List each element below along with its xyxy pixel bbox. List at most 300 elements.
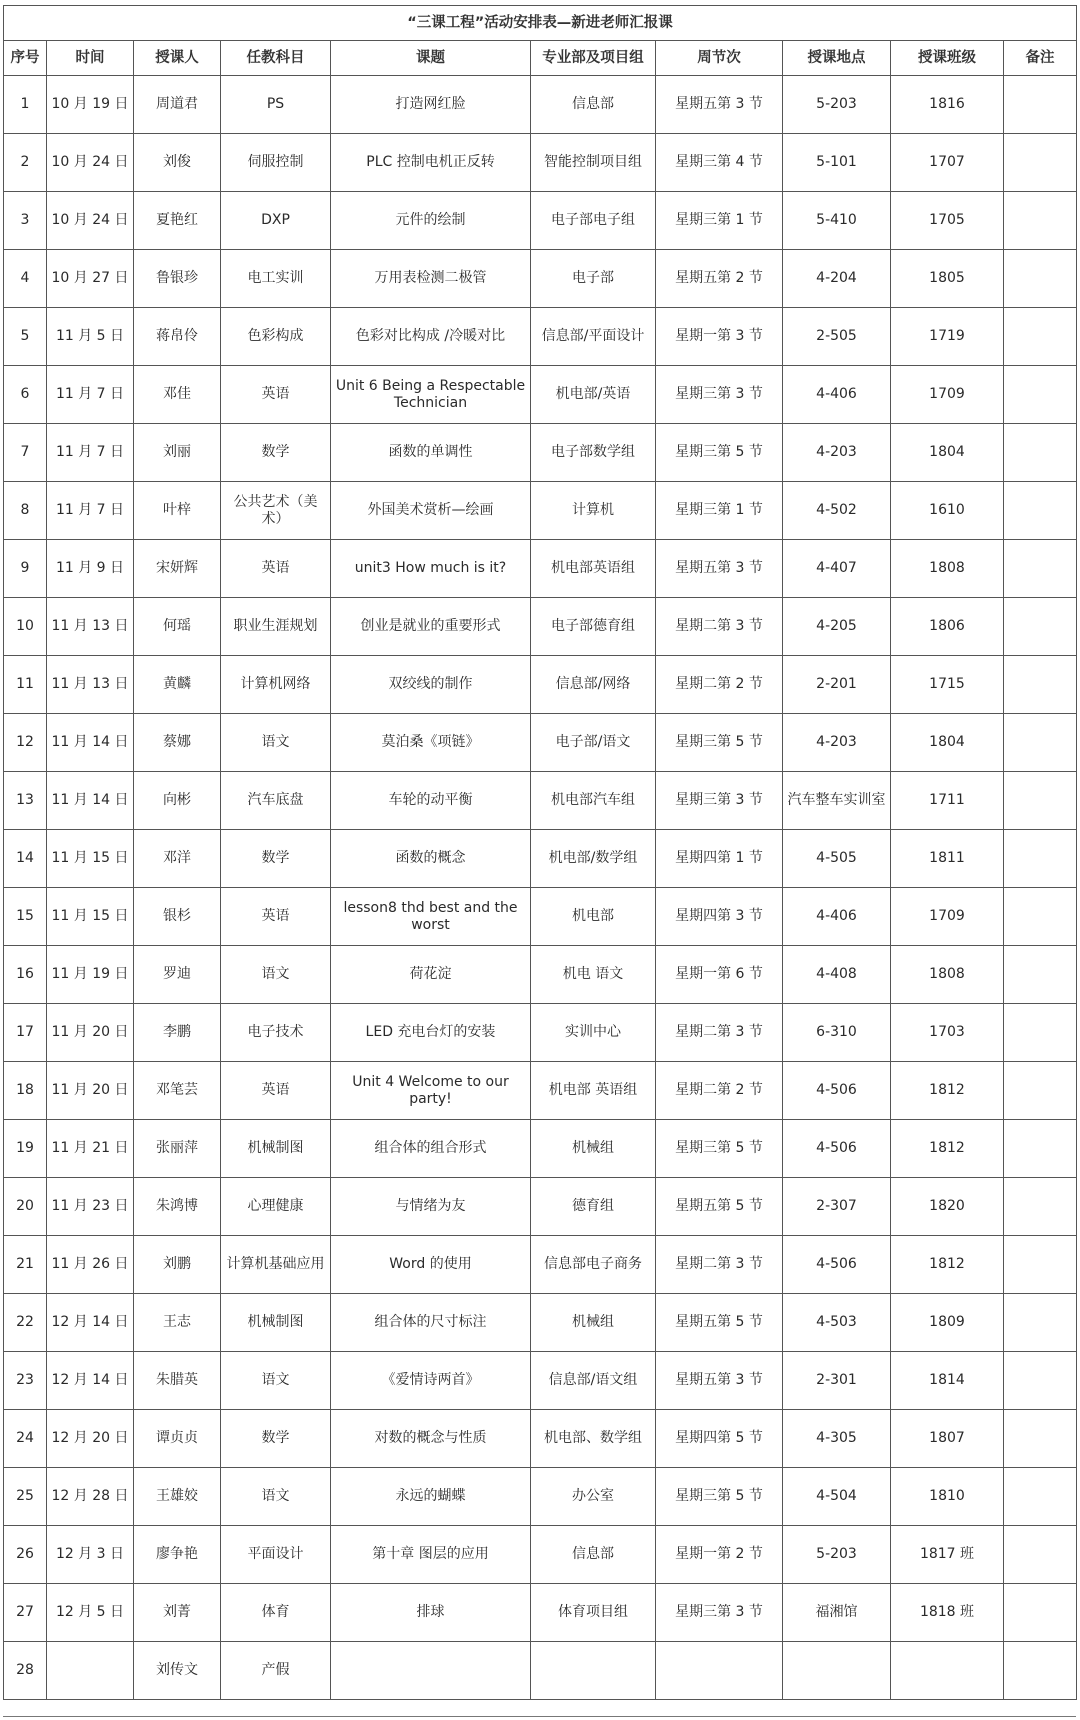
cell-teacher: 向彬 <box>134 772 221 830</box>
cell-topic: Unit 4 Welcome to our party! <box>331 1062 531 1120</box>
cell-date: 11 月 9 日 <box>47 540 134 598</box>
cell-period: 星期三第 3 节 <box>656 366 783 424</box>
table-row <box>4 946 1077 1004</box>
cell-class: 1804 <box>891 424 1004 482</box>
cell-dept: 电子部 <box>531 250 656 308</box>
cell-subject: 计算机网络 <box>221 656 331 714</box>
cell-period: 星期三第 5 节 <box>656 1468 783 1526</box>
cell-topic: Word 的使用 <box>331 1236 531 1294</box>
cell-dept: 计算机 <box>531 482 656 540</box>
cell-dept: 机电部 <box>531 888 656 946</box>
cell-date: 12 月 20 日 <box>47 1410 134 1468</box>
table-row <box>4 1294 1077 1352</box>
cell-room: 4-506 <box>783 1120 891 1178</box>
cell-teacher: 叶梓 <box>134 482 221 540</box>
cell-dept: 机械组 <box>531 1120 656 1178</box>
cell-topic: 莫泊桑《项链》 <box>331 714 531 772</box>
cell-teacher: 张丽萍 <box>134 1120 221 1178</box>
cell-class: 1707 <box>891 134 1004 192</box>
cell-date: 11 月 23 日 <box>47 1178 134 1236</box>
cell-room: 4-407 <box>783 540 891 598</box>
column-header-class: 授课班级 <box>891 41 1004 76</box>
cell-topic: LED 充电台灯的安装 <box>331 1004 531 1062</box>
cell-teacher: 谭贞贞 <box>134 1410 221 1468</box>
cell-class: 1818 班 <box>891 1584 1004 1642</box>
table-body <box>4 76 1077 1700</box>
cell-note <box>1004 1526 1077 1584</box>
cell-subject: 英语 <box>221 540 331 598</box>
cell-class: 1610 <box>891 482 1004 540</box>
cell-dept: 机电部、数学组 <box>531 1410 656 1468</box>
cell-dept: 电子部电子组 <box>531 192 656 250</box>
cell-teacher: 蔡娜 <box>134 714 221 772</box>
cell-note <box>1004 772 1077 830</box>
table-row <box>4 830 1077 888</box>
cell-dept: 德育组 <box>531 1178 656 1236</box>
cell-room: 汽车整车实训室 <box>783 772 891 830</box>
cell-subject: 语文 <box>221 946 331 1004</box>
cell-teacher: 刘鹏 <box>134 1236 221 1294</box>
cell-teacher: 刘俊 <box>134 134 221 192</box>
cell-teacher: 朱腊英 <box>134 1352 221 1410</box>
cell-no: 4 <box>4 250 47 308</box>
cell-no: 16 <box>4 946 47 1004</box>
cell-no: 1 <box>4 76 47 134</box>
table-row <box>4 1642 1077 1700</box>
cell-date: 11 月 13 日 <box>47 656 134 714</box>
cell-date: 11 月 26 日 <box>47 1236 134 1294</box>
cell-room: 5-203 <box>783 1526 891 1584</box>
cell-subject: 电子技术 <box>221 1004 331 1062</box>
column-header-no: 序号 <box>4 41 47 76</box>
cell-room: 5-203 <box>783 76 891 134</box>
cell-period: 星期五第 2 节 <box>656 250 783 308</box>
cell-note <box>1004 424 1077 482</box>
cell-subject: 汽车底盘 <box>221 772 331 830</box>
cell-topic: 色彩对比构成 /冷暖对比 <box>331 308 531 366</box>
cell-room: 4-504 <box>783 1468 891 1526</box>
cell-no: 3 <box>4 192 47 250</box>
cell-teacher: 银杉 <box>134 888 221 946</box>
cell-date <box>47 1642 134 1700</box>
cell-subject: 电工实训 <box>221 250 331 308</box>
cell-topic: 创业是就业的重要形式 <box>331 598 531 656</box>
cell-note <box>1004 830 1077 888</box>
cell-note <box>1004 1294 1077 1352</box>
cell-no: 27 <box>4 1584 47 1642</box>
cell-no: 11 <box>4 656 47 714</box>
cell-period: 星期二第 3 节 <box>656 1236 783 1294</box>
cell-class: 1810 <box>891 1468 1004 1526</box>
cell-room: 4-406 <box>783 366 891 424</box>
cell-class: 1812 <box>891 1120 1004 1178</box>
cell-teacher: 宋妍辉 <box>134 540 221 598</box>
cell-period: 星期五第 3 节 <box>656 1352 783 1410</box>
cell-subject: 计算机基础应用 <box>221 1236 331 1294</box>
cell-room: 福湘馆 <box>783 1584 891 1642</box>
column-header-subject: 任教科目 <box>221 41 331 76</box>
cell-topic: 组合体的尺寸标注 <box>331 1294 531 1352</box>
cell-note <box>1004 250 1077 308</box>
cell-topic: 万用表检测二极管 <box>331 250 531 308</box>
cell-date: 10 月 24 日 <box>47 192 134 250</box>
cell-dept: 信息部电子商务 <box>531 1236 656 1294</box>
cell-note <box>1004 308 1077 366</box>
cell-date: 11 月 13 日 <box>47 598 134 656</box>
cell-room: 4-506 <box>783 1062 891 1120</box>
cell-topic: 打造网红脸 <box>331 76 531 134</box>
cell-topic: 排球 <box>331 1584 531 1642</box>
cell-room: 4-205 <box>783 598 891 656</box>
cell-teacher: 黄麟 <box>134 656 221 714</box>
table-row <box>4 1352 1077 1410</box>
cell-topic: 《爱情诗两首》 <box>331 1352 531 1410</box>
cell-class: 1705 <box>891 192 1004 250</box>
cell-note <box>1004 1584 1077 1642</box>
cell-class: 1709 <box>891 888 1004 946</box>
cell-date: 11 月 20 日 <box>47 1004 134 1062</box>
cell-period: 星期二第 3 节 <box>656 1004 783 1062</box>
cell-period: 星期四第 3 节 <box>656 888 783 946</box>
table-row <box>4 250 1077 308</box>
page-bottom-rule <box>3 1716 1076 1717</box>
cell-subject: DXP <box>221 192 331 250</box>
cell-topic: Unit 6 Being a Respectable Technician <box>331 366 531 424</box>
cell-note <box>1004 1178 1077 1236</box>
cell-class: 1817 班 <box>891 1526 1004 1584</box>
cell-subject: 色彩构成 <box>221 308 331 366</box>
cell-class: 1812 <box>891 1236 1004 1294</box>
cell-topic: 函数的单调性 <box>331 424 531 482</box>
cell-subject: 平面设计 <box>221 1526 331 1584</box>
cell-note <box>1004 76 1077 134</box>
cell-class: 1711 <box>891 772 1004 830</box>
cell-dept: 电子部/语文 <box>531 714 656 772</box>
cell-period: 星期四第 5 节 <box>656 1410 783 1468</box>
cell-teacher: 邓洋 <box>134 830 221 888</box>
cell-no: 2 <box>4 134 47 192</box>
cell-room: 4-505 <box>783 830 891 888</box>
cell-room: 4-203 <box>783 424 891 482</box>
cell-room: 4-204 <box>783 250 891 308</box>
cell-note <box>1004 598 1077 656</box>
cell-topic <box>331 1642 531 1700</box>
cell-note <box>1004 366 1077 424</box>
cell-room: 4-305 <box>783 1410 891 1468</box>
cell-subject: 机械制图 <box>221 1120 331 1178</box>
table-row <box>4 1178 1077 1236</box>
cell-note <box>1004 1468 1077 1526</box>
cell-note <box>1004 1410 1077 1468</box>
cell-subject: 英语 <box>221 1062 331 1120</box>
cell-dept: 机电部/数学组 <box>531 830 656 888</box>
cell-date: 11 月 14 日 <box>47 714 134 772</box>
table-row <box>4 1062 1077 1120</box>
cell-no: 23 <box>4 1352 47 1410</box>
cell-period: 星期三第 4 节 <box>656 134 783 192</box>
table-row <box>4 714 1077 772</box>
cell-teacher: 夏艳红 <box>134 192 221 250</box>
cell-room <box>783 1642 891 1700</box>
cell-period: 星期三第 5 节 <box>656 714 783 772</box>
cell-teacher: 罗迪 <box>134 946 221 1004</box>
cell-dept: 机电部英语组 <box>531 540 656 598</box>
cell-period: 星期三第 1 节 <box>656 192 783 250</box>
cell-note <box>1004 192 1077 250</box>
cell-no: 20 <box>4 1178 47 1236</box>
cell-topic: 车轮的动平衡 <box>331 772 531 830</box>
cell-topic: 第十章 图层的应用 <box>331 1526 531 1584</box>
cell-no: 25 <box>4 1468 47 1526</box>
cell-dept <box>531 1642 656 1700</box>
cell-dept: 体育项目组 <box>531 1584 656 1642</box>
cell-note <box>1004 540 1077 598</box>
cell-topic: 与情绪为友 <box>331 1178 531 1236</box>
cell-no: 26 <box>4 1526 47 1584</box>
cell-date: 11 月 15 日 <box>47 830 134 888</box>
table-row <box>4 888 1077 946</box>
cell-note <box>1004 656 1077 714</box>
cell-class: 1809 <box>891 1294 1004 1352</box>
table-header-row <box>4 41 1077 76</box>
cell-subject: 数学 <box>221 830 331 888</box>
column-header-dept: 专业部及项目组 <box>531 41 656 76</box>
cell-note <box>1004 1120 1077 1178</box>
cell-period: 星期三第 1 节 <box>656 482 783 540</box>
cell-period: 星期三第 5 节 <box>656 424 783 482</box>
cell-date: 11 月 7 日 <box>47 366 134 424</box>
cell-date: 12 月 3 日 <box>47 1526 134 1584</box>
table-title: “三课工程”活动安排表—新进老师汇报课 <box>4 6 1077 41</box>
cell-date: 12 月 28 日 <box>47 1468 134 1526</box>
cell-dept: 信息部/语文组 <box>531 1352 656 1410</box>
cell-period: 星期一第 3 节 <box>656 308 783 366</box>
cell-room: 4-203 <box>783 714 891 772</box>
cell-no: 10 <box>4 598 47 656</box>
cell-dept: 电子部数学组 <box>531 424 656 482</box>
cell-teacher: 邓佳 <box>134 366 221 424</box>
cell-class: 1807 <box>891 1410 1004 1468</box>
cell-no: 28 <box>4 1642 47 1700</box>
table-row <box>4 1584 1077 1642</box>
cell-dept: 机械组 <box>531 1294 656 1352</box>
cell-date: 11 月 7 日 <box>47 424 134 482</box>
column-header-teacher: 授课人 <box>134 41 221 76</box>
cell-note <box>1004 946 1077 1004</box>
cell-no: 18 <box>4 1062 47 1120</box>
cell-subject: 语文 <box>221 1352 331 1410</box>
cell-dept: 机电 语文 <box>531 946 656 1004</box>
cell-date: 11 月 20 日 <box>47 1062 134 1120</box>
cell-subject: PS <box>221 76 331 134</box>
cell-note <box>1004 888 1077 946</box>
cell-no: 14 <box>4 830 47 888</box>
cell-subject: 语文 <box>221 1468 331 1526</box>
cell-subject: 机械制图 <box>221 1294 331 1352</box>
table-row <box>4 424 1077 482</box>
cell-no: 6 <box>4 366 47 424</box>
cell-topic: 永远的蝴蝶 <box>331 1468 531 1526</box>
cell-subject: 语文 <box>221 714 331 772</box>
cell-teacher: 王雄姣 <box>134 1468 221 1526</box>
cell-class: 1811 <box>891 830 1004 888</box>
cell-topic: 函数的概念 <box>331 830 531 888</box>
table-row <box>4 366 1077 424</box>
cell-date: 10 月 19 日 <box>47 76 134 134</box>
cell-period: 星期三第 3 节 <box>656 772 783 830</box>
cell-teacher: 朱鸿博 <box>134 1178 221 1236</box>
cell-subject: 英语 <box>221 888 331 946</box>
column-header-note: 备注 <box>1004 41 1077 76</box>
cell-teacher: 何瑶 <box>134 598 221 656</box>
cell-dept: 机电部 英语组 <box>531 1062 656 1120</box>
cell-period: 星期四第 1 节 <box>656 830 783 888</box>
cell-period: 星期一第 6 节 <box>656 946 783 1004</box>
cell-note <box>1004 1236 1077 1294</box>
cell-topic: 荷花淀 <box>331 946 531 1004</box>
cell-class: 1719 <box>891 308 1004 366</box>
cell-dept: 机电部/英语 <box>531 366 656 424</box>
cell-date: 12 月 14 日 <box>47 1352 134 1410</box>
cell-subject: 职业生涯规划 <box>221 598 331 656</box>
cell-dept: 智能控制项目组 <box>531 134 656 192</box>
cell-room: 2-201 <box>783 656 891 714</box>
cell-topic: lesson8 thd best and the worst <box>331 888 531 946</box>
cell-class: 1816 <box>891 76 1004 134</box>
cell-date: 11 月 7 日 <box>47 482 134 540</box>
cell-note <box>1004 134 1077 192</box>
cell-subject: 数学 <box>221 424 331 482</box>
cell-room: 4-503 <box>783 1294 891 1352</box>
cell-teacher: 刘传文 <box>134 1642 221 1700</box>
cell-class: 1808 <box>891 540 1004 598</box>
cell-dept: 机电部汽车组 <box>531 772 656 830</box>
cell-date: 12 月 14 日 <box>47 1294 134 1352</box>
cell-teacher: 邓笔芸 <box>134 1062 221 1120</box>
cell-teacher: 蒋帛伶 <box>134 308 221 366</box>
cell-class: 1709 <box>891 366 1004 424</box>
cell-no: 19 <box>4 1120 47 1178</box>
cell-room: 2-505 <box>783 308 891 366</box>
cell-topic: 组合体的组合形式 <box>331 1120 531 1178</box>
cell-class: 1805 <box>891 250 1004 308</box>
table-row <box>4 76 1077 134</box>
cell-note <box>1004 1642 1077 1700</box>
cell-period: 星期二第 2 节 <box>656 1062 783 1120</box>
cell-subject: 数学 <box>221 1410 331 1468</box>
cell-topic: 外国美术赏析—绘画 <box>331 482 531 540</box>
cell-subject: 公共艺术（美术） <box>221 482 331 540</box>
table-row <box>4 482 1077 540</box>
cell-class: 1820 <box>891 1178 1004 1236</box>
cell-subject: 英语 <box>221 366 331 424</box>
table-row <box>4 1120 1077 1178</box>
column-header-topic: 课题 <box>331 41 531 76</box>
cell-dept: 实训中心 <box>531 1004 656 1062</box>
cell-no: 21 <box>4 1236 47 1294</box>
table-row <box>4 192 1077 250</box>
cell-class: 1703 <box>891 1004 1004 1062</box>
cell-class <box>891 1642 1004 1700</box>
cell-room: 6-310 <box>783 1004 891 1062</box>
cell-period: 星期五第 5 节 <box>656 1178 783 1236</box>
cell-no: 13 <box>4 772 47 830</box>
cell-room: 4-506 <box>783 1236 891 1294</box>
cell-topic: 元件的绘制 <box>331 192 531 250</box>
cell-class: 1804 <box>891 714 1004 772</box>
table-row <box>4 1410 1077 1468</box>
cell-period: 星期三第 3 节 <box>656 1584 783 1642</box>
cell-teacher: 周道君 <box>134 76 221 134</box>
cell-room: 2-301 <box>783 1352 891 1410</box>
cell-period: 星期五第 3 节 <box>656 540 783 598</box>
cell-dept: 办公室 <box>531 1468 656 1526</box>
cell-no: 9 <box>4 540 47 598</box>
cell-room: 5-410 <box>783 192 891 250</box>
cell-subject: 心理健康 <box>221 1178 331 1236</box>
cell-date: 11 月 5 日 <box>47 308 134 366</box>
cell-no: 7 <box>4 424 47 482</box>
cell-teacher: 李鹏 <box>134 1004 221 1062</box>
cell-class: 1806 <box>891 598 1004 656</box>
table-row <box>4 308 1077 366</box>
cell-teacher: 鲁银珍 <box>134 250 221 308</box>
cell-date: 11 月 15 日 <box>47 888 134 946</box>
cell-dept: 信息部 <box>531 1526 656 1584</box>
cell-note <box>1004 1352 1077 1410</box>
cell-period: 星期三第 5 节 <box>656 1120 783 1178</box>
table-row <box>4 134 1077 192</box>
cell-room: 5-101 <box>783 134 891 192</box>
cell-topic: 对数的概念与性质 <box>331 1410 531 1468</box>
cell-date: 10 月 27 日 <box>47 250 134 308</box>
cell-period: 星期五第 3 节 <box>656 76 783 134</box>
cell-period <box>656 1642 783 1700</box>
cell-period: 星期一第 2 节 <box>656 1526 783 1584</box>
cell-note <box>1004 1004 1077 1062</box>
cell-room: 4-408 <box>783 946 891 1004</box>
cell-note <box>1004 1062 1077 1120</box>
cell-subject: 体育 <box>221 1584 331 1642</box>
cell-subject: 伺服控制 <box>221 134 331 192</box>
cell-date: 11 月 19 日 <box>47 946 134 1004</box>
schedule-table <box>3 5 1077 1700</box>
table-row <box>4 598 1077 656</box>
cell-teacher: 刘丽 <box>134 424 221 482</box>
cell-topic: unit3 How much is it? <box>331 540 531 598</box>
cell-no: 22 <box>4 1294 47 1352</box>
cell-dept: 信息部 <box>531 76 656 134</box>
column-header-date: 时间 <box>47 41 134 76</box>
table-row <box>4 772 1077 830</box>
cell-class: 1814 <box>891 1352 1004 1410</box>
cell-date: 11 月 14 日 <box>47 772 134 830</box>
cell-date: 12 月 5 日 <box>47 1584 134 1642</box>
column-header-period: 周节次 <box>656 41 783 76</box>
cell-subject: 产假 <box>221 1642 331 1700</box>
cell-room: 4-502 <box>783 482 891 540</box>
table-row <box>4 1004 1077 1062</box>
cell-room: 4-406 <box>783 888 891 946</box>
cell-period: 星期二第 2 节 <box>656 656 783 714</box>
cell-period: 星期二第 3 节 <box>656 598 783 656</box>
cell-no: 24 <box>4 1410 47 1468</box>
cell-period: 星期五第 5 节 <box>656 1294 783 1352</box>
cell-class: 1715 <box>891 656 1004 714</box>
cell-no: 15 <box>4 888 47 946</box>
cell-no: 5 <box>4 308 47 366</box>
cell-no: 17 <box>4 1004 47 1062</box>
